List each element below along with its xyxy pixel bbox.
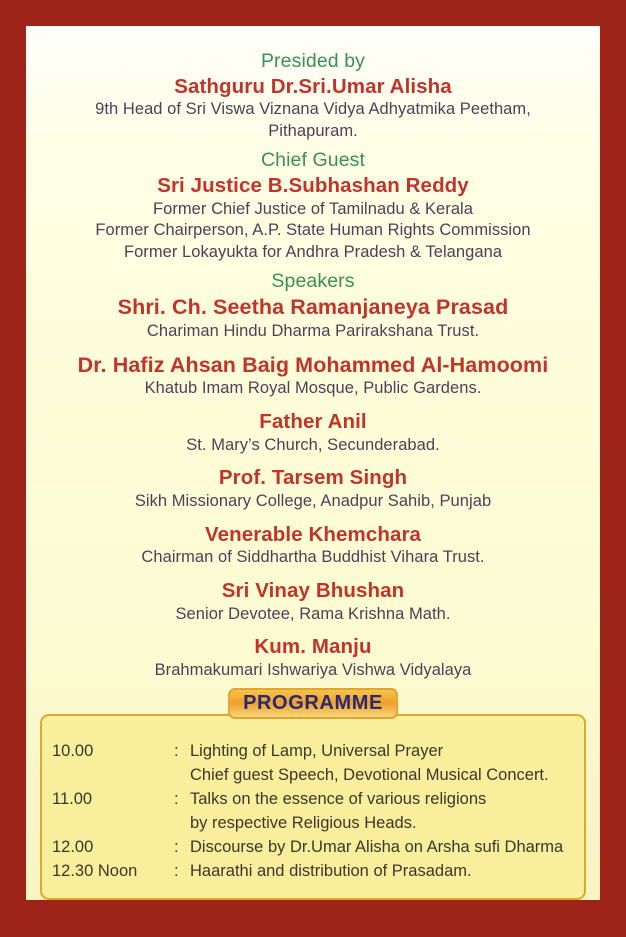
programme-colon xyxy=(174,764,190,788)
section-person-name: Sri Justice B.Subhashan Reddy xyxy=(157,174,469,198)
section-role-label: Speakers xyxy=(271,270,355,293)
table-row xyxy=(52,860,574,884)
programme-time xyxy=(52,812,174,836)
programme-text: Lighting of Lamp, Universal Prayer xyxy=(190,742,444,761)
section-person-name: Dr. Hafiz Ahsan Baig Mohammed Al-Hamoomi xyxy=(77,352,549,377)
section-desc-line: Pithapuram. xyxy=(268,121,358,140)
section-role-label: Presided by xyxy=(260,50,366,72)
programme-time: 10.00 xyxy=(52,742,94,761)
programme-time: 12.00 xyxy=(52,838,94,857)
section-chief-guest xyxy=(40,149,586,263)
section-person-name: Prof. Tarsem Singh xyxy=(218,466,408,490)
section-desc-line: Chairman of Siddhartha Buddhist Vihara Trust. xyxy=(141,548,485,567)
section-speaker-7 xyxy=(40,634,586,681)
section-speaker-4 xyxy=(40,465,586,512)
table-row xyxy=(52,764,574,788)
section-person-name: Shri. Ch. Seetha Ramanjaneya Prasad xyxy=(117,295,509,320)
programme-text: Discourse by Dr.Umar Alisha on Arsha sufi Dharma xyxy=(190,838,564,857)
programme-section xyxy=(40,692,586,900)
section-role-label: Chief Guest xyxy=(260,149,366,172)
section-desc-line: 9th Head of Sri Viswa Viznana Vidya Adhyatmika Peetham, xyxy=(95,100,531,119)
section-speaker-2 xyxy=(40,352,586,400)
programme-box xyxy=(40,714,586,900)
section-speaker-5 xyxy=(40,522,586,569)
section-person-name: Sathguru Dr.Sri.Umar Alisha xyxy=(174,74,452,98)
programme-text: Chief guest Speech, Devotional Musical Concert. xyxy=(190,766,549,785)
poster-inner-card xyxy=(26,26,600,900)
programme-colon: : xyxy=(174,790,179,809)
section-desc-line: Brahmakumari Ishwariya Vishwa Vidyalaya xyxy=(154,660,472,679)
section-desc-line: St. Mary’s Church, Secunderabad. xyxy=(186,435,440,454)
section-desc-line: Former Chairperson, A.P. State Human Rights Commission xyxy=(95,221,531,240)
section-desc-line: Khatub Imam Royal Mosque, Public Gardens. xyxy=(144,379,482,398)
section-desc-line: Sikh Missionary College, Anadpur Sahib, Punjab xyxy=(134,492,492,511)
section-desc-line: Senior Devotee, Rama Krishna Math. xyxy=(175,604,451,623)
section-speaker-6 xyxy=(40,578,586,625)
section-person-name: Sri Vinay Bhushan xyxy=(221,579,405,603)
programme-colon: : xyxy=(174,838,179,857)
programme-time: 12.30 Noon xyxy=(52,862,138,881)
section-person-name: Venerable Khemchara xyxy=(204,522,422,546)
section-person-name: Father Anil xyxy=(259,410,367,434)
programme-text: Talks on the essence of various religions xyxy=(190,790,487,809)
table-row xyxy=(52,788,574,812)
programme-time: 11.00 xyxy=(52,790,93,809)
programme-time xyxy=(52,764,174,788)
programme-colon xyxy=(174,812,190,836)
programme-text: Haarathi and distribution of Prasadam. xyxy=(190,862,472,881)
section-person-name: Kum. Manju xyxy=(254,635,372,659)
table-row xyxy=(52,740,574,764)
section-desc-line: Former Lokayukta for Andhra Pradesh & Telangana xyxy=(123,242,503,261)
programme-colon: : xyxy=(174,862,179,881)
programme-title-badge: PROGRAMME xyxy=(228,688,398,719)
section-speaker-3 xyxy=(40,409,586,456)
programme-table xyxy=(52,740,574,884)
section-speaker-1 xyxy=(40,270,586,342)
section-desc-line: Chariman Hindu Dharma Parirakshana Trust. xyxy=(146,321,480,340)
table-row xyxy=(52,836,574,860)
section-presided-by xyxy=(40,50,586,142)
section-desc-line: Former Chief Justice of Tamilnadu & Kerala xyxy=(152,199,473,218)
table-row xyxy=(52,812,574,836)
programme-colon: : xyxy=(174,742,179,761)
programme-text: by respective Religious Heads. xyxy=(190,814,417,833)
